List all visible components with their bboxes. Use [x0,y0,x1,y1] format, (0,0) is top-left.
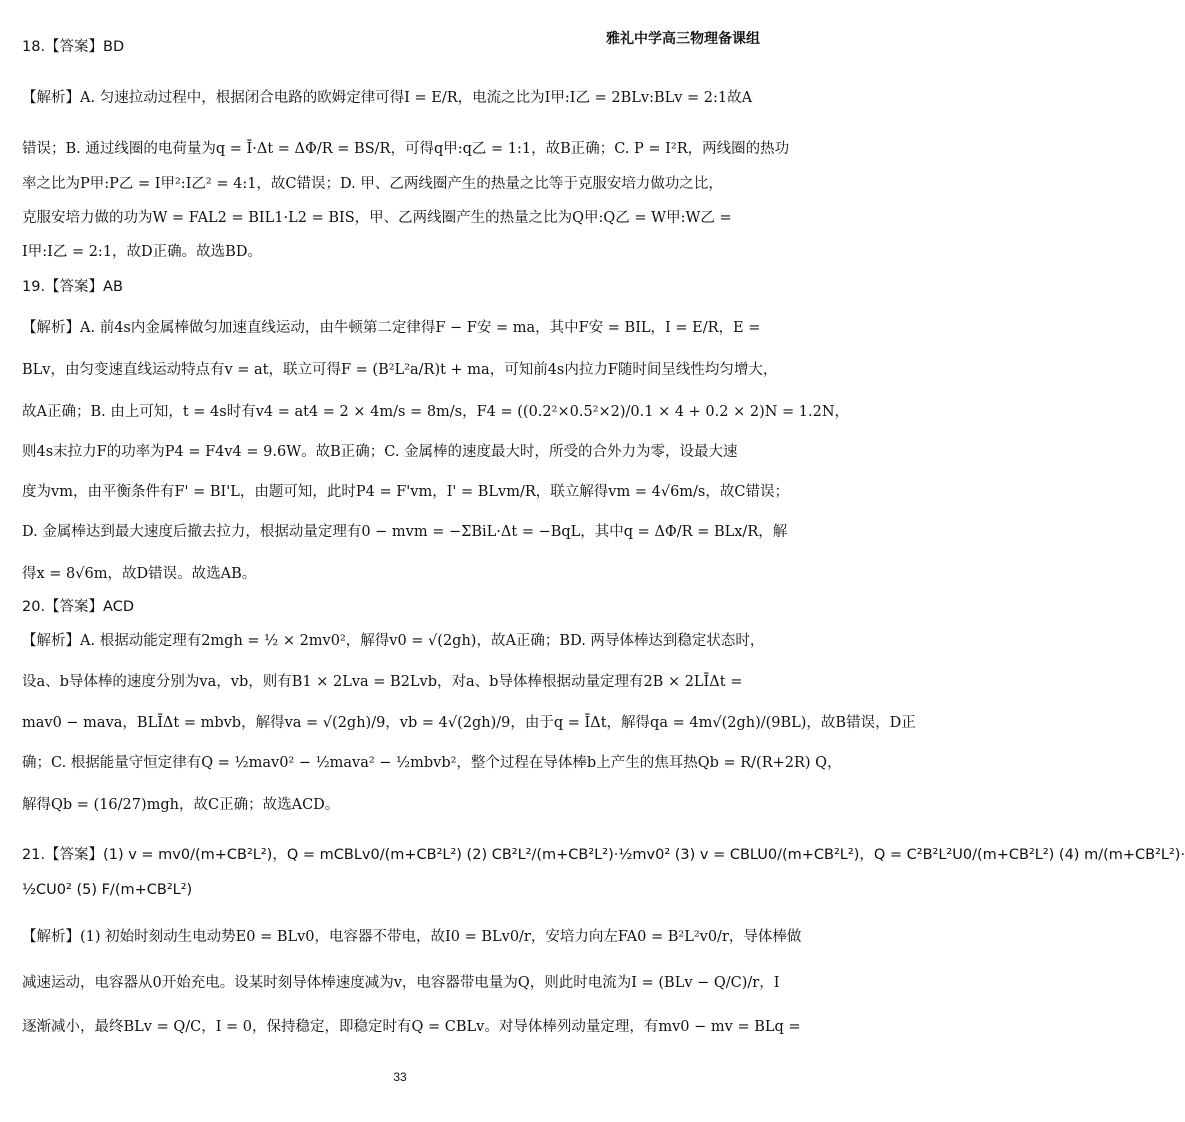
answer-20: 20.【答案】ACD [22,599,135,615]
answer-19: 19.【答案】AB [22,279,123,295]
analysis-line: 克服安培力做的功为W = FAL2 = BIL1·L2 = BIS，甲、乙两线圈产生的热量之比为Q甲:Q乙 = W甲:W乙 = [22,210,732,226]
answer-21-cont: ½CU0² (5) F/(m+CB²L²) [22,882,193,898]
analysis-line: D. 金属棒达到最大速度后撤去拉力，根据动量定理有0 − mvm = −ΣBiL·Δt = −BqL，其中q = ΔΦ/R = BLx/R，解 [22,524,788,540]
analysis-line: 【解析】(1) 初始时刻动生电动势E0 = BLv0，电容器不带电，故I0 = BLv0/r，安培力向左FA0 = B²L²v0/r，导体棒做 [22,929,802,945]
analysis-line: 设a、b导体棒的速度分别为va，vb，则有B1 × 2Lva = B2Lvb，对a、b导体棒根据动量定理有2B × 2LĪΔt = [22,674,743,690]
page-number: 33 [393,1070,407,1084]
analysis-line: 率之比为P甲:P乙 = I甲²:I乙² = 4:1，故C错误；D. 甲、乙两线圈产生的热量之比等于克服安培力做功之比， [22,176,723,192]
analysis-line: I甲:I乙 = 2:1，故D正确。故选BD。 [22,244,262,260]
analysis-line: 度为vm，由平衡条件有F' = BI'L，由题可知，此时P4 = F'vm，I' = BLvm/R，联立解得vm = 4√6m/s，故C错误； [22,484,789,500]
analysis-line: 故A正确；B. 由上可知，t = 4s时有v4 = at4 = 2 × 4m/s = 8m/s，F4 = ((0.2²×0.5²×2)/0.1 × 4 + 0.2 × 2)N = 1.2N， [22,404,850,420]
analysis-line: 确；C. 根据能量守恒定律有Q = ½mav0² − ½mava² − ½mbvb²，整个过程在导体棒b上产生的焦耳热Qb = R/(R+2R) Q， [22,755,842,771]
analysis-line: 错误；B. 通过线圈的电荷量为q = Ī·Δt = ΔΦ/R = BS/R，可得q甲:q乙 = 1:1，故B正确；C. P = I²R，两线圈的热功 [22,141,790,157]
answer-18: 18.【答案】BD [22,39,125,55]
analysis-line: BLv，由匀变速直线运动特点有v = at，联立可得F = (B²L²a/R)t + ma，可知前4s内拉力F随时间呈线性均匀增大， [22,362,778,378]
analysis-line: 减速运动，电容器从0开始充电。设某时刻导体棒速度减为v，电容器带电量为Q，则此时电流为I = (BLv − Q/C)/r，I [22,975,780,991]
analysis-line: 则4s末拉力F的功率为P4 = F4v4 = 9.6W。故B正确；C. 金属棒的速度最大时，所受的合外力为零，设最大速 [22,444,738,460]
school-header: 雅礼中学高三物理备课组 [606,31,760,47]
analysis-line: 【解析】A. 匀速拉动过程中，根据闭合电路的欧姆定律可得I = E/R，电流之比为I甲:I乙 = 2BLv:BLv = 2:1故A [22,90,753,106]
analysis-line: 【解析】A. 前4s内金属棒做匀加速直线运动，由牛顿第二定律得F − F安 = ma，其中F安 = BIL，I = E/R，E = [22,320,761,336]
analysis-line: 逐渐减小，最终BLv = Q/C，I = 0，保持稳定，即稳定时有Q = CBLv。对导体棒列动量定理，有mv0 − mv = BLq = [22,1019,801,1035]
analysis-line: 【解析】A. 根据动能定理有2mgh = ½ × 2mv0²，解得v0 = √(2gh)，故A正确；BD. 两导体棒达到稳定状态时， [22,633,765,649]
answer-21: 21.【答案】(1) v = mv0/(m+CB²L²)，Q = mCBLv0/(m+CB²L²) (2) CB²L²/(m+CB²L²)·½mv0² (3) v = CBLU0/(m+CB²L²)，Q = C²B²L²U0/(m+CB²L²) (4) m/(m+CB²L²)· [22,847,1185,863]
analysis-line: mav0 − mava，BLĪΔt = mbvb，解得va = √(2gh)/9，vb = 4√(2gh)/9，由于q = ĪΔt，解得qa = 4m√(2gh)/(9BL)，故B错误，D正 [22,715,916,731]
analysis-line: 解得Qb = (16/27)mgh，故C正确；故选ACD。 [22,797,340,813]
analysis-line: 得x = 8√6m，故D错误。故选AB。 [22,566,257,582]
